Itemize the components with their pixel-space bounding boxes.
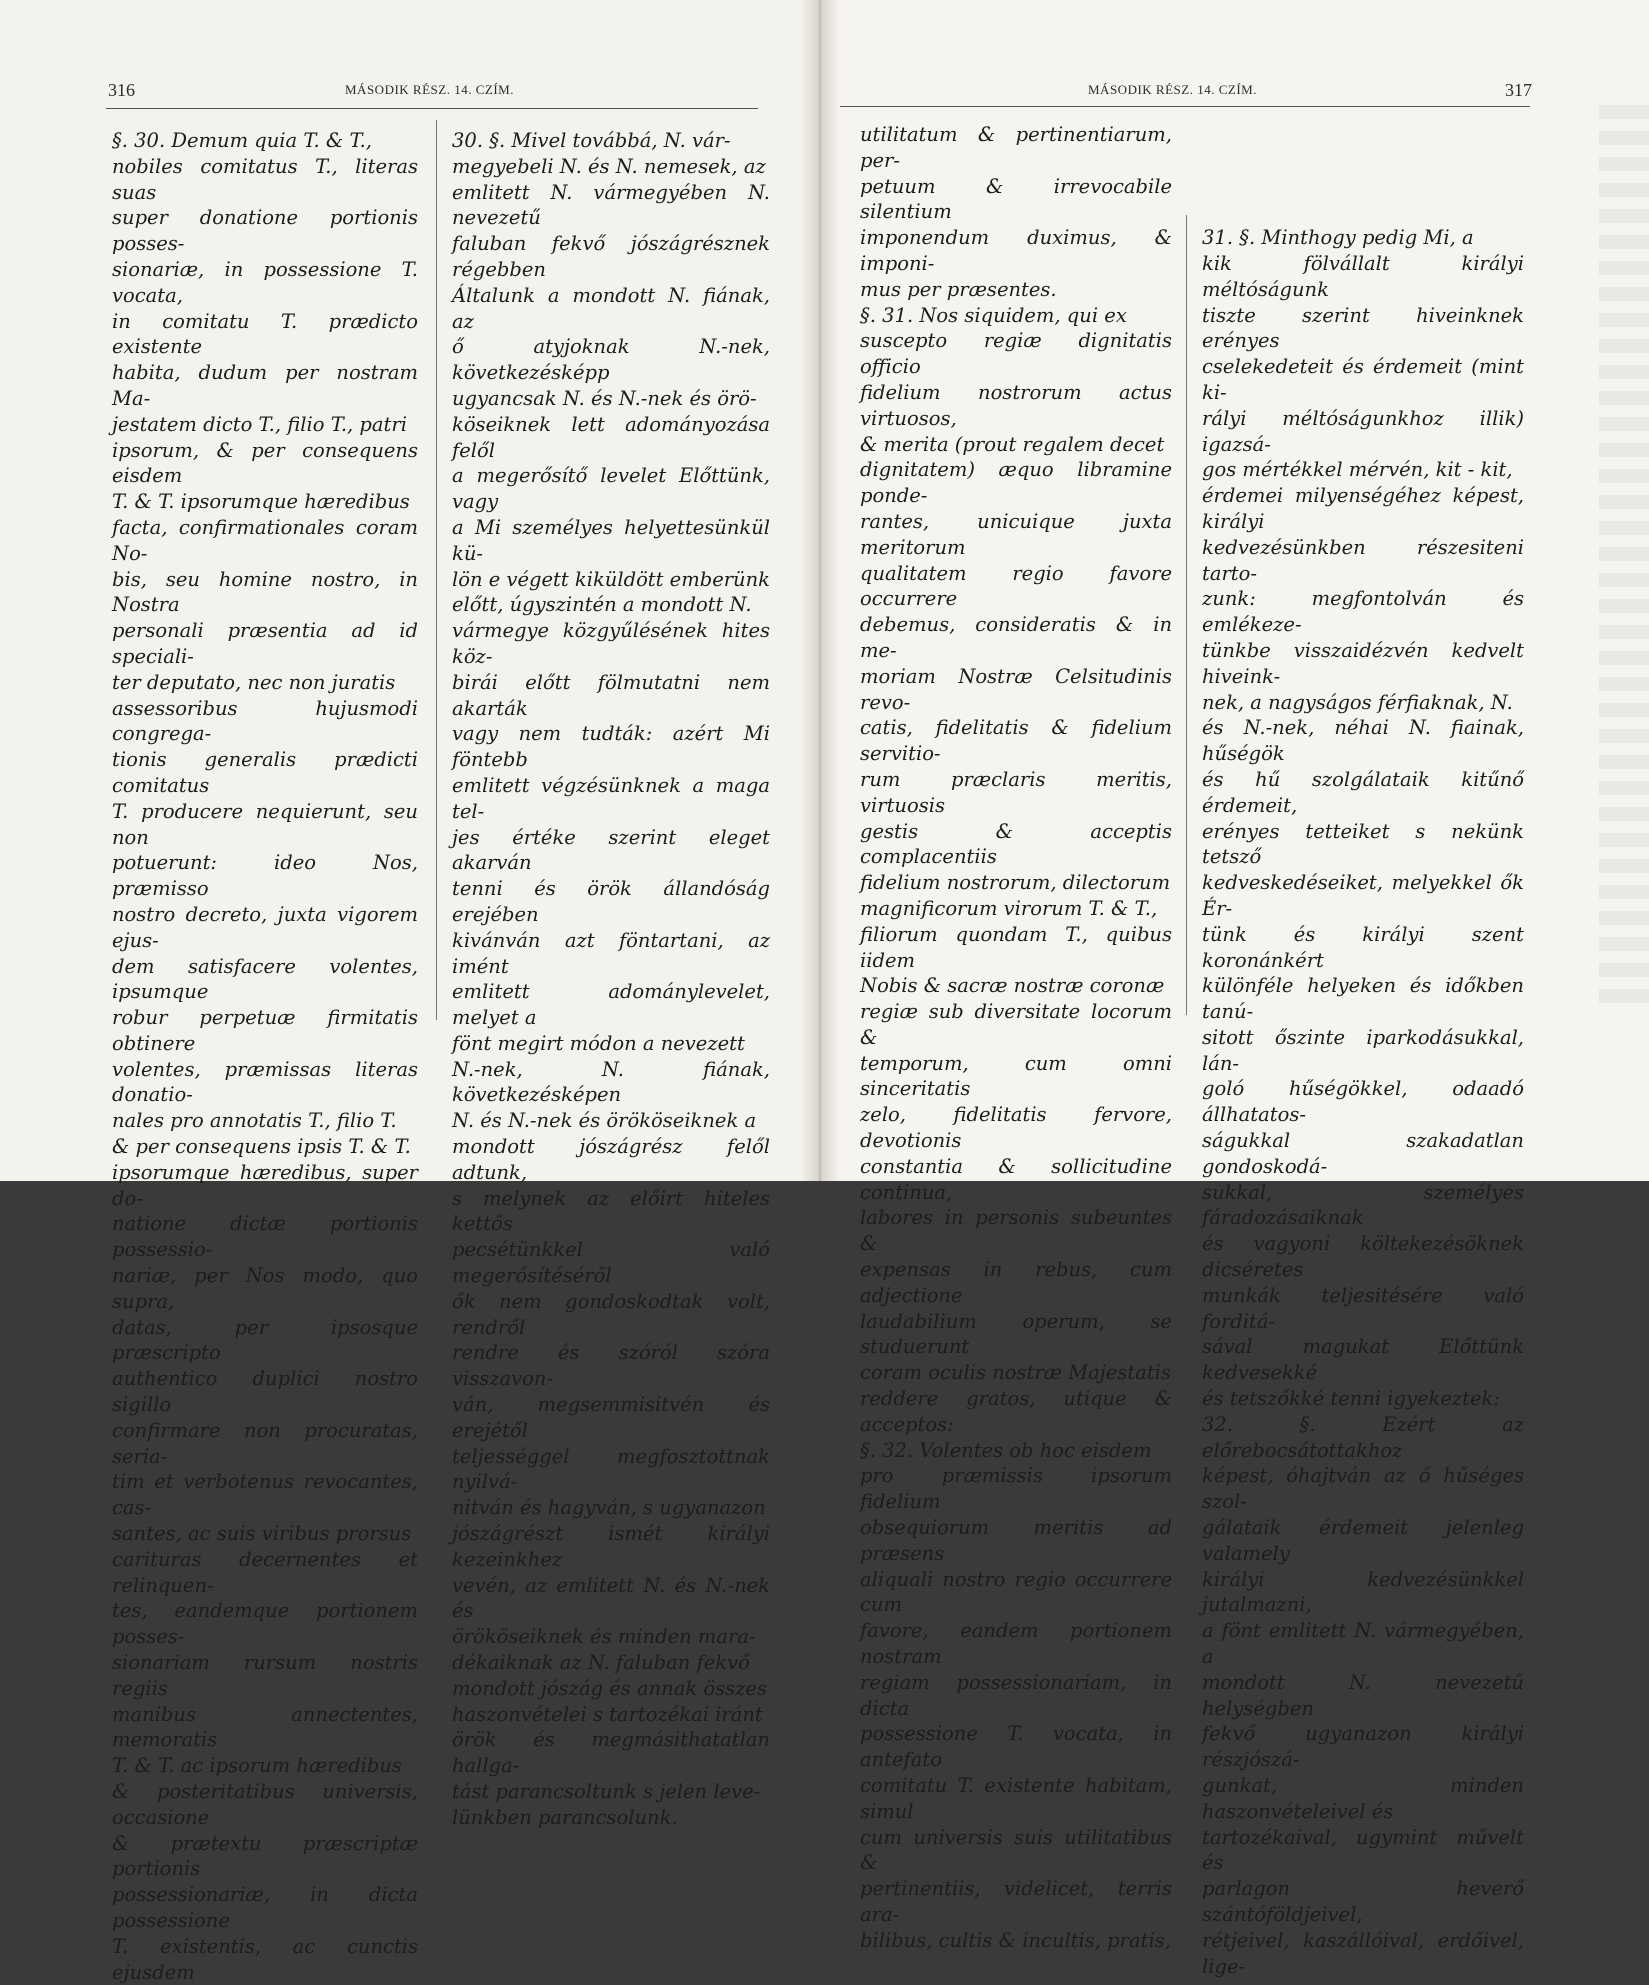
right-page-number: 317 [1505, 80, 1532, 100]
left-page [0, 0, 820, 1984]
left-latin-column: §. 30. Demum quia T. & T., nobiles comitatus T., literas suas super donatione portionis posses- sionariæ, in possessione T. vocata, in comitatu T. prædicto existente habita, dudum per nostram Ma- jestatem dicto T., filio T., patri ipsorum, & per consequens eisdem T. & T. ipsorumque hæredibus facta, confirmationales coram No- bis, seu homine nostro, in Nostra personali præsentia ad id speciali- ter deputato, nec non juratis assessoribus hujusmodi congrega- tionis generalis prædicti comitatus T. producere nequierunt, seu non potuerunt: ideo Nos, præmisso nostro decreto, juxta vigorem ejus- dem satisfacere volentes, ipsumque robur perpetuæ firmitatis obtinere volentes, præmissas literas donatio- nales pro annotatis T., filio T. & per consequens ipsis T. & T. ipsorumque hæredibus, super do- natione dictæ portionis possessio- nariæ, per Nos modo, quo supra, datas, per ipsosque præscripto authentico duplici nostro sigillo confirmare non procuratas, seria- tim et verbotenus revocantes, cas- santes, ac suis viribus prorsus carituras decernentes et relinquen- tes, eandemque portionem posses- sionariam rursum nostris regiis manibus annectentes, memoratis T. & T. ac ipsorum hæredibus & posteritatibus universis, occasione & prætextu præscriptæ portionis possessionariæ, in dicta possessione T. existentis, ac cunctis ejusdem [112, 129, 418, 1984]
right-running-title: MÁSODIK RÉSZ. 14. CZÍM. [1088, 82, 1257, 97]
left-hungarian-column: 30. §. Mivel továbbá, N. vár- megyebeli N. és N. nemesek, az emlitett N. vármegyében N. nevezetű faluban fekvő jószágrésznek régebben Általunk a mondott N. fiának, az ő atyjoknak N.-nek, következésképp ugyancsak N. és N.-nek és örö- köseiknek lett adományozása felől a megerősítő levelet Előttünk, vagy a Mi személyes helyettesünkül kü- lön e végett kiküldött emberünk előtt, úgyszintén a mondott N. vármegye közgyűlésének hites köz- birái előtt fölmutatni nem akarták vagy nem tudták: azért Mi föntebb emlitett végzésünknek a maga tel- jes értéke szerint eleget akarván tenni és örök állandóság erejében kivánván azt föntartani, az imént emlitett adománylevelet, melyet a fönt megirt módon a nevezett N.-nek, N. fiának, következésképen N. és N.-nek és örököseiknek a mondott jószágrész felől adtunk, s melynek az előirt hiteles kettős pecsétünkkel való megerősítéséről ők nem gondoskodtak volt, rendről rendre és szóról szóra visszavon- ván, megsemmisitvén és erejétől teljességgel megfosztottnak nyilvá- nitván és hagyván, s ugyanazon jószágrészt ismét királyi kezeinkhez vevén, az emlitett N. és N.-nek és örököseiknek és minden mara- dékaiknak az N. faluban fekvő mondott jószág és annak összes haszonvételei s tartozékai iránt örök és megmásithatatlan hallga- tást parancsoltunk s jelen leve- lünkben parancsolunk. [452, 129, 770, 1829]
right-hungarian-column: 31. §. Minthogy pedig Mi, a kik fölvállalt királyi méltóságunk tiszte szerint hiveinknek erényes cselekedeteit és érdemeit (mint ki- rályi méltóságunkhoz illik) igazsá- gos mértékkel mérvén, kit - kit, érdemei milyenségéhez képest, királyi kedvezésünkben részesiteni tarto- zunk: megfontolván és emlékeze- tünkbe visszaidézvén kedvelt hiveink- nek, a nagyságos férfiaknak, N. és N.-nek, néhai N. fiainak, hűségök és hű szolgálataik kitűnő érdemeit, erényes tetteiket s nekünk tetsző kedveskedéseiket, melyekkel ők Ér- tünk és királyi szent koronánkért különféle helyeken és időkben tanú- sitott őszinte iparkodásukkal, lán- goló hűségökkel, odaadó állhatatos- ságukkal szakadatlan gondoskodá- sukkal, személyes fáradozásaiknak és vagyoni költekezésöknek dicséretes munkák teljesitésére való forditá- sával magukat Előttünk kedvesekké és tetszőkké tenni igyekeztek: 32. §. Ezért az előrebocsátottakhoz képest, óhajtván az ő hűséges szol- gálataik érdemeit jelenleg valamely királyi kedvezésünkkel jutalmazni, a fönt emlitett N. vármegyében, a mondott N. nevezetű helységben fekvő ugyanazon királyi részjószá- gunkat, minden haszonvételeivel és tartozékaival, ugymint művelt és parlagon heverő szántóföldjeivel, rétjeivel, kaszállóival, erdőivel, lige- [1202, 226, 1524, 1978]
left-running-head [0, 80, 820, 104]
right-header-rule [822, 106, 1530, 107]
right-page [820, 0, 1649, 1978]
right-column-divider [1186, 215, 1187, 1015]
left-running-title: MÁSODIK RÉSZ. 14. CZÍM. [345, 82, 514, 97]
left-column-divider [436, 120, 437, 1020]
book-gutter [800, 0, 840, 1181]
right-running-head [820, 80, 1649, 104]
show-through-text [1599, 105, 1649, 1005]
right-latin-column: utilitatum & pertinentiarum, per- petuum & irrevocabile silentium imponendum duximus, & imponi- mus per præsentes. §. 31. Nos siquidem, qui ex suscepto regiæ dignitatis officio fidelium nostrorum actus virtuosos, & merita (prout regalem decet dignitatem) æquo libramine ponde- rantes, unicuique juxta meritorum qualitatem regio favore occurrere debemus, consideratis & in me- moriam Nostræ Celsitudinis revo- catis, fidelitatis & fidelium servitio- rum præclaris meritis, virtuosis gestis & acceptis complacentiis fidelium nostrorum, dilectorum magnificorum virorum T. & T., filiorum quondam T., quibus iidem Nobis & sacræ nostræ coronæ regiæ sub diversitate locorum & temporum, cum omni sinceritatis zelo, fidelitatis fervore, devotionis constantia & sollicitudine continua, labores in personis subeuntes & expensas in rebus, cum adjectione laudabilium operum, se studuerunt coram oculis nostræ Majestatis reddere gratos, utique & acceptos: §. 32. Volentes ob hoc eisdem pro præmissis ipsorum fidelium obsequiorum meritis ad præsens aliquali nostro regio occurrere cum favore, eandem portionem nostram regiam possessionariam, in dicta possessione T. vocata, in antefato comitatu T. existente habitam, simul cum universis suis utilitatibus & pertinentiis, videlicet, terris ara- bilibus, cultis & incultis, pratis, [860, 123, 1172, 1952]
left-header-rule [106, 108, 758, 109]
left-page-number: 316 [108, 80, 135, 100]
